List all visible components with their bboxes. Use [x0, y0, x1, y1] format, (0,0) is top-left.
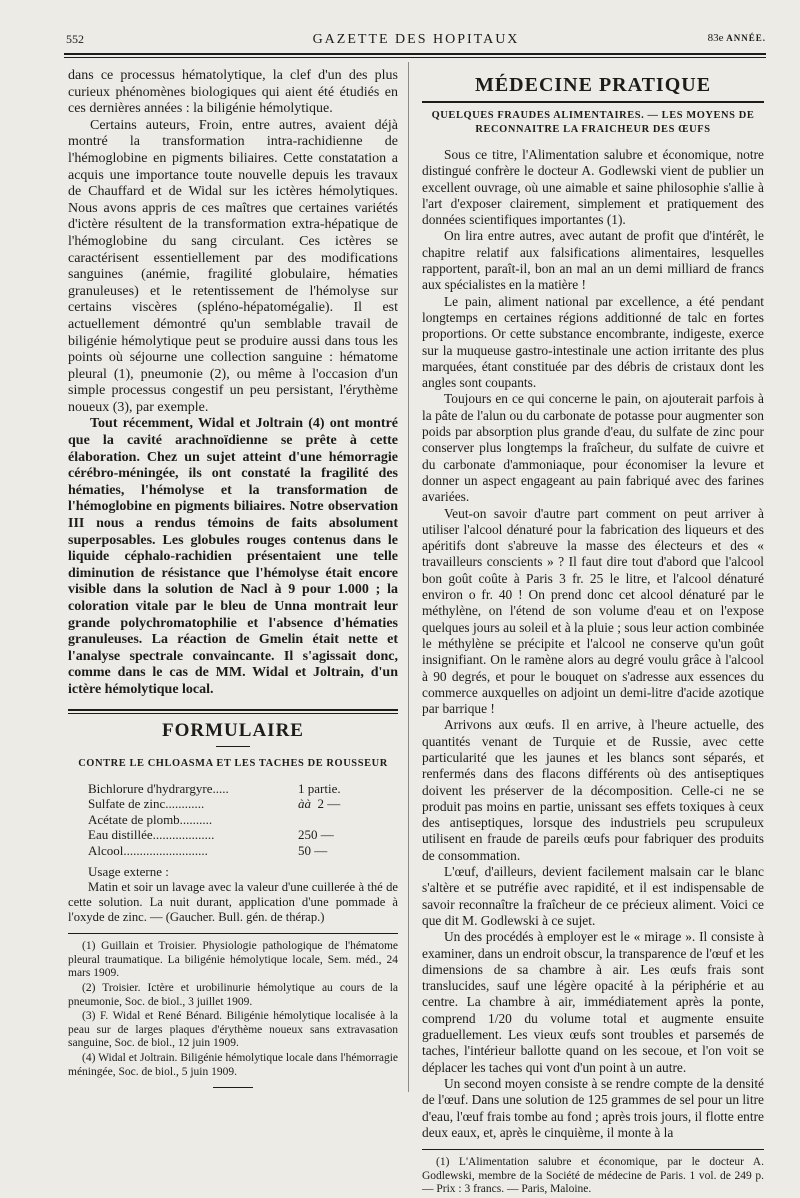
footnote-1: (1) Guillain et Troisier. Physiologie pathologique de l'hématome pleural traumatique. La biligénie hémolytique locale, Sem. méd., 24 mars 1909. [68, 940, 398, 980]
right-footnote: (1) L'Alimentation salubre et économique, par le docteur A. Godlewski, membre de la Société de médecine de Paris. 1 vol. de 249 p. — Prix : 3 francs. — Paris, Maloine. [422, 1156, 764, 1196]
year-number: 83e [707, 32, 724, 44]
ingredient-list [88, 781, 368, 859]
right-paragraph-9: Un second moyen consiste à se rendre compte de la densité de l'œuf. Dans une solution de 125 grammes de sel pour un litre d'eau, l'œuf frais tombe au fond ; après trois jours, il flotte entre deux eaux, et, après le cinquième, il monte à la [422, 1075, 764, 1140]
ingredient-row [88, 796, 368, 812]
formulaire-title-rule [216, 746, 250, 747]
footnotes-rule [68, 933, 398, 934]
ingredient-name: Sulfate de zinc............ [88, 796, 205, 812]
right-column [422, 68, 764, 1198]
usage-label: Usage externe : [88, 864, 169, 880]
right-paragraph-8: Un des procédés à employer est le « mirage ». Il consiste à examiner, dans un endroit obscur, la transparence de l'œuf et les dimensions de sa chambre à air. Les œufs frais sont translucides, sauf une légère opacité à la périphérie et au centre. La chambre à air, immédiatement après la ponte, comprend 1/20 du volume total et augmente ensuite graduellement. Les vieux œufs sont troubles et parsemés de taches, l'intérieur ballotte quand on les secoue, et l'on voit se déplacer les taches qui vont d'un point à un autre. [422, 929, 764, 1075]
right-paragraph-7: L'œuf, d'ailleurs, devient facilement malsain car le blanc s'altère et se putréfie avec rapidité, et il est indispensable de savoir reconnaître la fraîcheur de ce précieux aliment. Voici ce que dit M. Godlewski à ce sujet. [422, 864, 764, 928]
section-title: MÉDECINE PRATIQUE [474, 74, 712, 96]
ingredient-row [88, 812, 368, 828]
header-rule [64, 53, 766, 55]
ingredient-row [88, 827, 368, 843]
usage-text: Matin et soir un lavage avec la valeur d'une cuillerée à thé de cette solution. La nuit durant, application d'une pommade à l'oxyde de zinc. — (Gaucher. Bull. gén. de thérap.) [68, 879, 398, 924]
left-column [68, 68, 398, 1088]
footnote-2: (2) Troisier. Ictère et urobilinurie hémolytique au cours de la pneumonie, Soc. de biol., 3 juillet 1909. [68, 981, 398, 1008]
journal-title: GAZETTE DES HOPITAUX [312, 32, 520, 47]
header-rule-thin [64, 57, 766, 58]
footnote-4: (4) Widal et Joltrain. Biligénie hémolytique locale dans l'hémorragie méningée, Soc. de biol., 5 juin 1909. [68, 1051, 398, 1078]
right-paragraph-1: Sous ce titre, l'Alimentation salubre et économique, notre distingué confrère le docteur A. Godlewski vient de publier un excellent ouvrage, où une aimable et saine philosophie s'allie à l'art d'exposer clairement, simplement et pratiquement des données scientifiques importantes (1). [422, 147, 764, 228]
formulaire-rule-thin [68, 713, 398, 714]
ingredient-name: Eau distillée................... [88, 827, 215, 843]
ingredient-row [88, 843, 368, 859]
right-paragraph-2: On lira entre autres, avec autant de profit que d'intérêt, le chapitre relatif aux falsifications alimentaires, lesquelles rapportent, paraît-il, bon an mal an un demi milliard de francs aux spécialistes en la matière ! [422, 228, 764, 293]
right-paragraph-6: Arrivons aux œufs. Il en arrive, à l'heure actuelle, des quantités venant de Turquie et de Russie, avec cette particularité que les jaunes et les blancs sont séparés, et renfermés dans des flacons différents où des antiseptiques doivent les préserver de la décomposition. Celle-ci ne se produit pas moins en partie, unissant ses effets toxiques à ceux des antiseptiques, lorsque des industriels peu scrupuleux utilisent en fraude de pareils œufs pour fabriquer des produits de consommation. [422, 717, 764, 863]
article-subtitle: QUELQUES FRAUDES ALIMENTAIRES. — LES MOYENS DE RECONNAITRE LA FRAICHEUR DES ŒUFS [431, 110, 755, 135]
ingredient-row [88, 781, 368, 797]
ingredient-quantity: 1 partie. [298, 780, 341, 796]
formulaire-rule [68, 709, 398, 711]
ingredient-name: Alcool.......................... [88, 842, 208, 858]
aa-mark: àà [298, 796, 311, 812]
ingredient-quantity: 250 — [298, 827, 334, 843]
left-paragraph-1: dans ce processus hématolytique, la clef d'un des plus curieux phénomènes biologiques qui aient été étudiés en ces dernières années : la biligénie hémolytique. [68, 68, 398, 117]
ingredient-quantity-value: 2 — [317, 796, 341, 812]
left-paragraph-2: Certains auteurs, Froin, entre autres, avaient déjà montré la transformation intra-rachidienne de l'hémoglobine en pigments biliaires. Cette constatation a acquis une importance toute nouvelle depuis les travaux de Chauffard et de Widal sur les ictères hémolytiques. Nous avons appris de ces maîtres que certaines variétés d'ictère résultent de la transformation extra-hépatique de l'hémoglobine du sang circulant. Ces ictères se caractérisent essentiellement par des modifications sanguines (anémie, fragilité globulaire, hématies granuleuses) et le retentissement de l'hémolyse sur certains viscères (spléno-hépatomégalie). Il est actuellement démontré qu'un semblable travail de biligénie hémolytique peut se produire aussi dans tous les points où séjourne une collection sanguine : hématome pleural (1), pneumonie (2), ou même à l'occasion d'un simple processus congestif un peu persistant, l'érythème noueux (3), par exemple. [68, 117, 398, 415]
footnote-3: (3) F. Widal et René Bénard. Biligénie hémolytique localisée à la peau sur de larges plaques d'érythème noueux sans extravasation sanguine, Soc. de biol., 12 juin 1909. [68, 1010, 398, 1050]
formulaire-title: FORMULAIRE [162, 719, 304, 741]
page-number: 552 [66, 32, 84, 46]
page-header [66, 24, 766, 48]
ingredient-name: Acétate de plomb.......... [88, 811, 213, 827]
ingredient-quantity [298, 796, 368, 812]
ingredient-name: Bichlorure d'hydrargyre..... [88, 780, 229, 796]
year-word: ANNÉE. [726, 33, 766, 43]
left-paragraph-3: Tout récemment, Widal et Joltrain (4) ont montré que la cavité arachnoïdienne se prête à cette élaboration. Chez un sujet atteint d'une hémorragie cérébro-méningée, ils ont constaté la fragilité des hématies, l'hémolyse et la transformation de l'hémoglobine en pigments biliaires. Notre observation III nous a rendus témoins de faits absolument superposables. Les globules rouges contenus dans le liquide céphalo-rachidien présentaient une telle diminution de résistance que l'hémolyse était encore visible dans la solution de Nacl à 9 pour 1.000 ; la coloration vitale par le bleu de Unna montrait leur grande polychromatophilie et l'absence d'hématies granuleuses. La réaction de Gmelin était nette et l'analyse spectrale convaincante. Il s'agissait donc, comme dans le cas de MM. Widal et Joltrain, d'un ictère hémolytique local. [68, 416, 398, 697]
ingredient-quantity: 50 — [298, 842, 328, 858]
right-footnote-rule [422, 1149, 764, 1150]
year-label [708, 32, 766, 44]
right-paragraph-5: Veut-on savoir d'autre part comment on peut arriver à utiliser l'alcool dénaturé pour la fabrication des liqueurs et des apéritifs dont s'abreuve la masse des électeurs et des « travailleurs conscients » ? Il faut dire tout d'abord que l'alcool bon goût coûte à Paris 3 fr. 25 le litre, et l'alcool dénaturé environ o fr. 40 ! On prend donc cet alcool dénaturé par le méthylène, on l'étend de son volume d'eau et on l'expose quelques jours au soleil et à la pluie ; sous leur action combinée le méthylène se précipite et l'alcool ne conserve qu'un goût insignifiant. On le ramène alors au degré voulu grâce à l'alcool à 90 degrés, et pour le bouquet on s'adresse aux essences du commerce auxquelles on adjoint un demi-litre d'acide azotique par barrique ! [422, 505, 764, 717]
right-paragraph-4: Toujours en ce qui concerne le pain, on ajouterait parfois à la pâte de l'alun ou du carbonate de potasse pour augmenter son poids par absorption plus grande d'eau, du sulfate de zinc pour conserver plus longtemps la fraîcheur, du sulfate de cuivre et du carbonate d'ammoniaque, pour économiser la levure et donner un aspect engageant au pain fabriqué avec des farines avariées. [422, 391, 764, 505]
column-divider [408, 62, 409, 1092]
formulaire-subtitle: CONTRE LE CHLOASMA ET LES TACHES DE ROUSSEUR [78, 757, 388, 769]
section-title-rule [422, 101, 764, 103]
right-paragraph-3: Le pain, aliment national par excellence, a été pendant longtemps en certaines régions additionné de talc en fortes proportions. Or cette substance encombrante, indigeste, exerce sur la muqueuse gastro-intestinale une action irritante des plus marquées, étant constituée par des débris de cristaux dont les angles sont coupants. [422, 293, 764, 391]
end-ornament-rule [213, 1087, 253, 1088]
